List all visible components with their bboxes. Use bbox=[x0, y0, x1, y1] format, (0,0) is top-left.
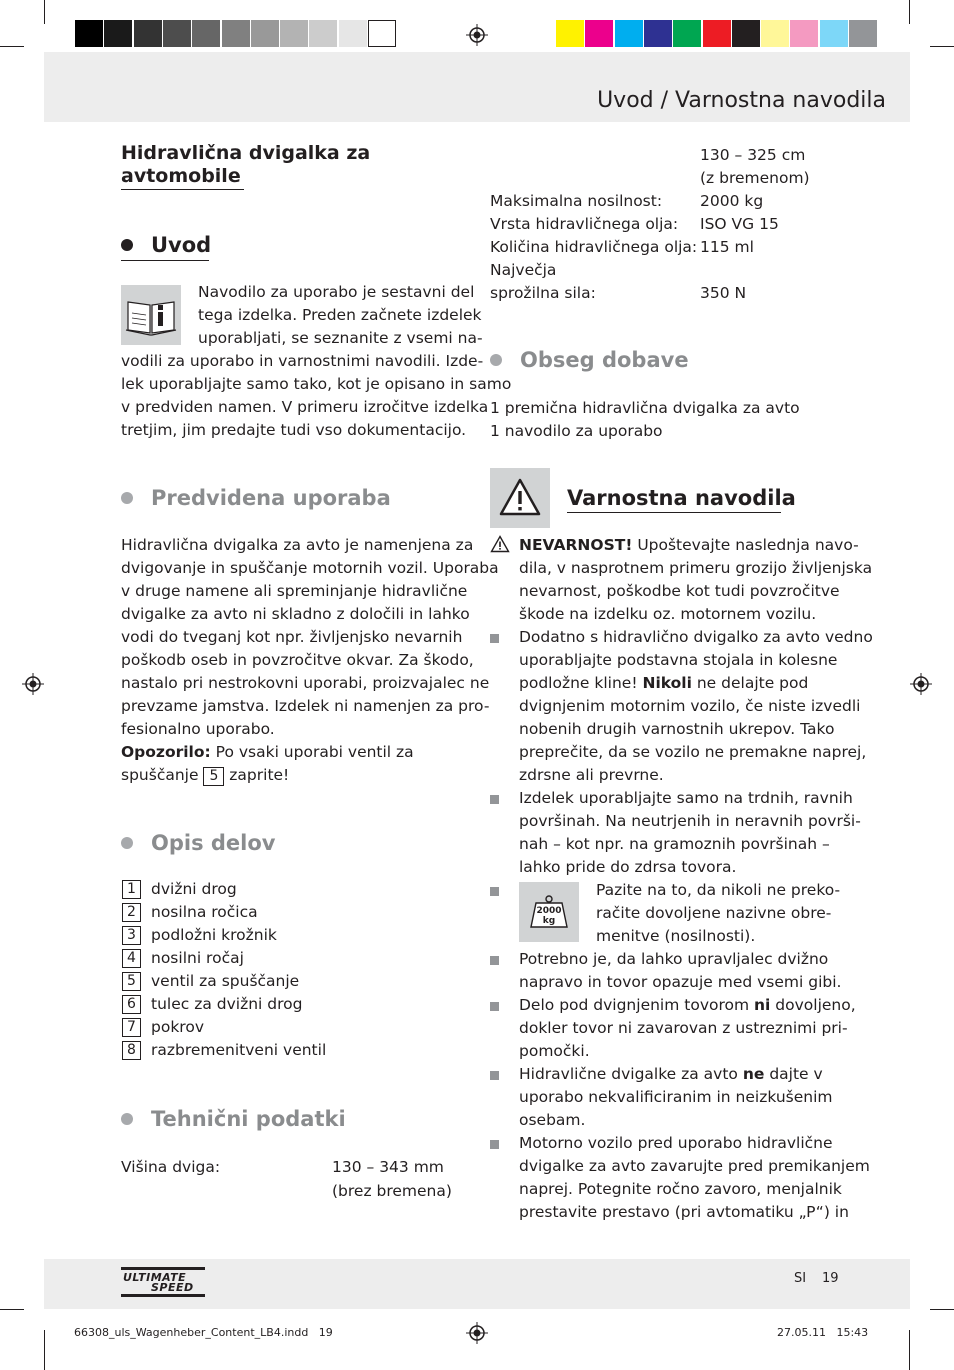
footer-page-number: 19 bbox=[822, 1271, 839, 1286]
heading-obseg-dobave: Obseg dobave bbox=[520, 348, 689, 372]
warning-small-icon bbox=[490, 535, 510, 553]
safety-item bbox=[519, 994, 856, 1063]
gray-swatch bbox=[309, 20, 337, 47]
part-number: 1 bbox=[122, 880, 141, 899]
spec-note-visina: (brez bremena) bbox=[332, 1182, 452, 1200]
bullet-square bbox=[490, 634, 499, 643]
text-line: v druge namene ali spreminjanje hidravlične bbox=[121, 582, 468, 600]
part-number: 3 bbox=[122, 926, 141, 945]
color-swatch bbox=[615, 20, 643, 47]
list-item: 1 premična hidravlična dvigalka za avto bbox=[490, 399, 800, 417]
color-swatch bbox=[585, 20, 613, 47]
emphasis: Nikoli bbox=[642, 674, 692, 692]
heading-uvod: Uvod bbox=[151, 233, 212, 257]
opozorilo-label: Opozorilo: bbox=[121, 743, 211, 761]
registration-mark-icon bbox=[466, 24, 488, 46]
heading-underline bbox=[567, 512, 781, 513]
danger-paragraph bbox=[519, 534, 872, 626]
spec-label: Maksimalna nosilnost: bbox=[490, 192, 663, 210]
text-line: vodili za uporabo in varnostnimi navodili. Izde- bbox=[121, 352, 484, 370]
product-title-line: Hidravlična dvigalka za bbox=[121, 142, 371, 164]
text-line: poškodb oseb in povzročitve okvar. Za škodo, bbox=[121, 651, 474, 669]
section-bullet bbox=[121, 837, 133, 849]
weight-value: 2000 bbox=[536, 906, 562, 916]
crop-mark bbox=[930, 46, 954, 47]
gray-swatch bbox=[280, 20, 308, 47]
spec-note: (z bremenom) bbox=[700, 169, 810, 187]
text-line: Dodatno s hidravlično dvigalko za avto vedno bbox=[519, 628, 873, 646]
part-label: nosilni ročaj bbox=[151, 949, 244, 967]
section-bullet bbox=[121, 239, 133, 251]
text-line: Motorno vozilo pred uporabo hidravlične bbox=[519, 1134, 833, 1152]
bullet-square bbox=[490, 1140, 499, 1149]
text-line: tega izdelka. Preden začnete izdelek bbox=[198, 306, 482, 324]
safety-item bbox=[519, 1063, 833, 1132]
text-line: zdrsne ali prevrne. bbox=[519, 766, 664, 784]
predvidena-text bbox=[121, 534, 499, 787]
text-line: uporabljati, se seznanite z vsemi na- bbox=[198, 329, 483, 347]
slug-filename: 66308_uls_Wagenheber_Content_LB4.indd 19 bbox=[74, 1326, 333, 1339]
gray-swatch bbox=[368, 20, 396, 47]
registration-mark-icon bbox=[22, 673, 44, 695]
safety-item bbox=[519, 626, 873, 787]
heading-opis-delov: Opis delov bbox=[151, 831, 276, 855]
product-title-line: avtomobile bbox=[121, 165, 241, 187]
text-line: lahko pride do zdrsa tovora. bbox=[519, 858, 737, 876]
uvod-text-indent bbox=[198, 281, 483, 350]
text-line: osebam. bbox=[519, 1111, 586, 1129]
part-label: podložni krožnik bbox=[151, 926, 277, 944]
text-span: Hidravlične dvigalke za avto bbox=[519, 1065, 743, 1083]
heading-underline bbox=[121, 260, 209, 261]
logo-stripe bbox=[121, 1294, 205, 1297]
spec-label-visina: Višina dviga: bbox=[121, 1158, 221, 1176]
gray-swatch bbox=[339, 20, 367, 47]
text-line: v predviden namen. V primeru izročitve izdelka bbox=[121, 398, 489, 416]
text-line: površinah. Na neutrjenih in neravnih površi- bbox=[519, 812, 861, 830]
part-label: tulec za dvižni drog bbox=[151, 995, 303, 1013]
text-span: dajte v bbox=[764, 1065, 823, 1083]
text-span: Upoštevajte naslednja navo- bbox=[632, 536, 859, 554]
part-label: pokrov bbox=[151, 1018, 204, 1036]
text-line: dvignjenim motornim vozilo, če niste izvedli bbox=[519, 697, 861, 715]
text-line bbox=[519, 672, 873, 695]
logo-text-top: ULTIMATE bbox=[123, 1271, 187, 1284]
logo-stripe bbox=[121, 1267, 205, 1270]
color-swatch bbox=[732, 20, 760, 47]
part-label: razbremenitveni ventil bbox=[151, 1041, 327, 1059]
text-line: tretjim, jim predajte tudi vso dokumentacijo. bbox=[121, 421, 467, 439]
spec-value: 350 N bbox=[700, 284, 747, 302]
crop-mark bbox=[0, 1309, 24, 1310]
text-line: dvigovanje in spuščanje motornih vozil. Uporaba bbox=[121, 559, 499, 577]
emphasis: ne bbox=[742, 1065, 765, 1083]
spec-label: sprožilna sila: bbox=[490, 284, 596, 302]
registration-mark-icon bbox=[466, 1322, 488, 1344]
text-line: račite dovoljene nazivne obre- bbox=[596, 904, 832, 922]
bullet-square bbox=[490, 795, 499, 804]
text-line: nobenih drugih varnostnih ukrepov. Tako bbox=[519, 720, 835, 738]
text-line: nastalo pri nestrokovni uporabi, proizvajalec ne bbox=[121, 674, 490, 692]
emphasis: ni bbox=[754, 996, 771, 1014]
text-line: dila, v nasprotnem primeru grozijo življenjska bbox=[519, 559, 873, 577]
color-swatch bbox=[761, 20, 789, 47]
part-number-ref: 5 bbox=[203, 767, 224, 786]
weight-icon-label bbox=[531, 906, 567, 926]
color-swatch bbox=[703, 20, 731, 47]
text-line: škode na izdelku oz. motornem vozilu. bbox=[519, 605, 817, 623]
danger-label: NEVARNOST! bbox=[519, 536, 633, 554]
text-line: Potrebno je, da lahko upravljalec dvižno bbox=[519, 950, 829, 968]
registration-mark-icon bbox=[910, 673, 932, 695]
gray-swatch bbox=[251, 20, 279, 47]
bullet-square bbox=[490, 956, 499, 965]
bullet-square bbox=[490, 1071, 499, 1080]
section-bullet bbox=[121, 1113, 133, 1125]
opozorilo-line-2 bbox=[121, 764, 499, 787]
crop-mark bbox=[909, 1330, 910, 1370]
title-underline bbox=[121, 189, 244, 190]
safety-item bbox=[519, 948, 841, 994]
gray-swatch bbox=[75, 20, 103, 47]
part-number: 2 bbox=[122, 903, 141, 922]
text-span: Delo pod dvignjenim tovorom bbox=[519, 996, 755, 1014]
part-label: nosilna ročica bbox=[151, 903, 258, 921]
list-item: 1 navodilo za uporabo bbox=[490, 422, 663, 440]
text-line: uporabljajte podstavna stojala in kolesne bbox=[519, 651, 838, 669]
bullet-square bbox=[490, 887, 499, 896]
text-line bbox=[519, 1063, 833, 1086]
warning-triangle-icon bbox=[490, 468, 550, 528]
text-line: Izdelek uporabljajte samo na trdnih, ravnih bbox=[519, 789, 853, 807]
text-span: spuščanje bbox=[121, 766, 204, 784]
color-swatch bbox=[556, 20, 584, 47]
text-line: Hidravlična dvigalka za avto je namenjena za bbox=[121, 536, 474, 554]
section-bullet bbox=[490, 354, 502, 366]
text-line: vodi do tveganj kot npr. življenjsko nevarnih bbox=[121, 628, 463, 646]
text-line: pomočki. bbox=[519, 1042, 590, 1060]
opozorilo-line bbox=[121, 741, 499, 764]
text-line: fesionalno uporabo. bbox=[121, 720, 275, 738]
crop-mark bbox=[44, 1330, 45, 1370]
spec-value-visina: 130 – 343 mm bbox=[332, 1158, 444, 1176]
gray-swatch bbox=[104, 20, 132, 47]
heading-predvidena-uporaba: Predvidena uporaba bbox=[151, 486, 391, 510]
gray-swatch bbox=[192, 20, 220, 47]
text-line: napravo in tovor opazuje med vsemi gibi. bbox=[519, 973, 842, 991]
gray-swatch bbox=[222, 20, 250, 47]
text-span: ne delajte pod bbox=[691, 674, 809, 692]
crop-mark bbox=[930, 1309, 954, 1310]
text-span: dovoljeno, bbox=[770, 996, 856, 1014]
text-span: podložne kline! bbox=[519, 674, 643, 692]
text-line: Navodilo za uporabo je sestavni del bbox=[198, 283, 475, 301]
color-swatch bbox=[644, 20, 672, 47]
text-span: zaprite! bbox=[224, 766, 290, 784]
info-book-icon bbox=[121, 285, 181, 345]
spec-value: 2000 kg bbox=[700, 192, 764, 210]
crop-mark bbox=[44, 0, 45, 24]
heading-varnostna-navodila: Varnostna navodila bbox=[567, 486, 796, 510]
spec-label: Največja bbox=[490, 261, 557, 279]
text-line: lek uporabljajte samo tako, kot je opisano in samo bbox=[121, 375, 512, 393]
part-number: 4 bbox=[122, 949, 141, 968]
safety-item bbox=[519, 1132, 870, 1224]
product-title bbox=[121, 142, 370, 188]
danger-line bbox=[519, 534, 872, 557]
text-line bbox=[519, 994, 856, 1017]
logo-text-bottom: SPEED bbox=[151, 1281, 194, 1294]
text-line: preprečite, da se vozilo ne premakne naprej, bbox=[519, 743, 867, 761]
text-line: dokler tovor ni zavarovan z ustreznimi pri- bbox=[519, 1019, 848, 1037]
text-line: dvigalke za avto ni skladno z določili in lahko bbox=[121, 605, 470, 623]
text-line: uporabo nekvalificiranim in neizkušenim bbox=[519, 1088, 833, 1106]
section-bullet bbox=[121, 492, 133, 504]
weight-icon bbox=[519, 882, 579, 942]
part-label: dvižni drog bbox=[151, 880, 237, 898]
crop-mark bbox=[909, 0, 910, 24]
part-number: 8 bbox=[122, 1041, 141, 1060]
text-line: nah – kot npr. na gramoznih površinah – bbox=[519, 835, 830, 853]
gray-swatch bbox=[134, 20, 162, 47]
slug-date: 27.05.11 15:43 bbox=[777, 1326, 869, 1339]
part-number: 6 bbox=[122, 995, 141, 1014]
spec-value: 130 – 325 cm bbox=[700, 146, 806, 164]
text-line: Pazite na to, da nikoli ne preko- bbox=[596, 881, 841, 899]
color-swatch bbox=[790, 20, 818, 47]
gray-swatch bbox=[163, 20, 191, 47]
color-swatch bbox=[673, 20, 701, 47]
spec-label: Količina hidravličnega olja: bbox=[490, 238, 698, 256]
brand-logo bbox=[121, 1267, 209, 1297]
uvod-text bbox=[121, 350, 511, 442]
text-line: naprej. Potegnite ročno zavoro, menjalnik bbox=[519, 1180, 842, 1198]
text-line: dvigalke za avto zavarujte pred premikanjem bbox=[519, 1157, 870, 1175]
part-label: ventil za spuščanje bbox=[151, 972, 300, 990]
color-swatch bbox=[820, 20, 848, 47]
footer-lang: SI bbox=[794, 1271, 807, 1286]
color-swatch bbox=[849, 20, 877, 47]
part-number: 5 bbox=[122, 972, 141, 991]
text-line: nevarnost, poškodbe kot tudi povzročitve bbox=[519, 582, 840, 600]
text-line: prevzame jamstva. Izdelek ni namenjen za pro- bbox=[121, 697, 490, 715]
spec-value: ISO VG 15 bbox=[700, 215, 779, 233]
crop-mark bbox=[0, 46, 24, 47]
bullet-square bbox=[490, 1002, 499, 1011]
page-title: Uvod / Varnostna navodila bbox=[597, 88, 886, 113]
heading-tehnicni-podatki: Tehnični podatki bbox=[151, 1107, 346, 1131]
safety-item bbox=[519, 787, 861, 879]
opozorilo-text: Po vsaki uporabi ventil za bbox=[210, 743, 414, 761]
safety-item bbox=[596, 879, 840, 948]
text-line: prestavite prestavo (pri avtomatiku „P“) in bbox=[519, 1203, 849, 1221]
spec-label: Vrsta hidravličnega olja: bbox=[490, 215, 679, 233]
spec-value: 115 ml bbox=[700, 238, 754, 256]
obseg-list bbox=[490, 397, 800, 443]
text-line: menitve (nosilnosti). bbox=[596, 927, 756, 945]
weight-unit: kg bbox=[542, 916, 556, 926]
part-number: 7 bbox=[122, 1018, 141, 1037]
